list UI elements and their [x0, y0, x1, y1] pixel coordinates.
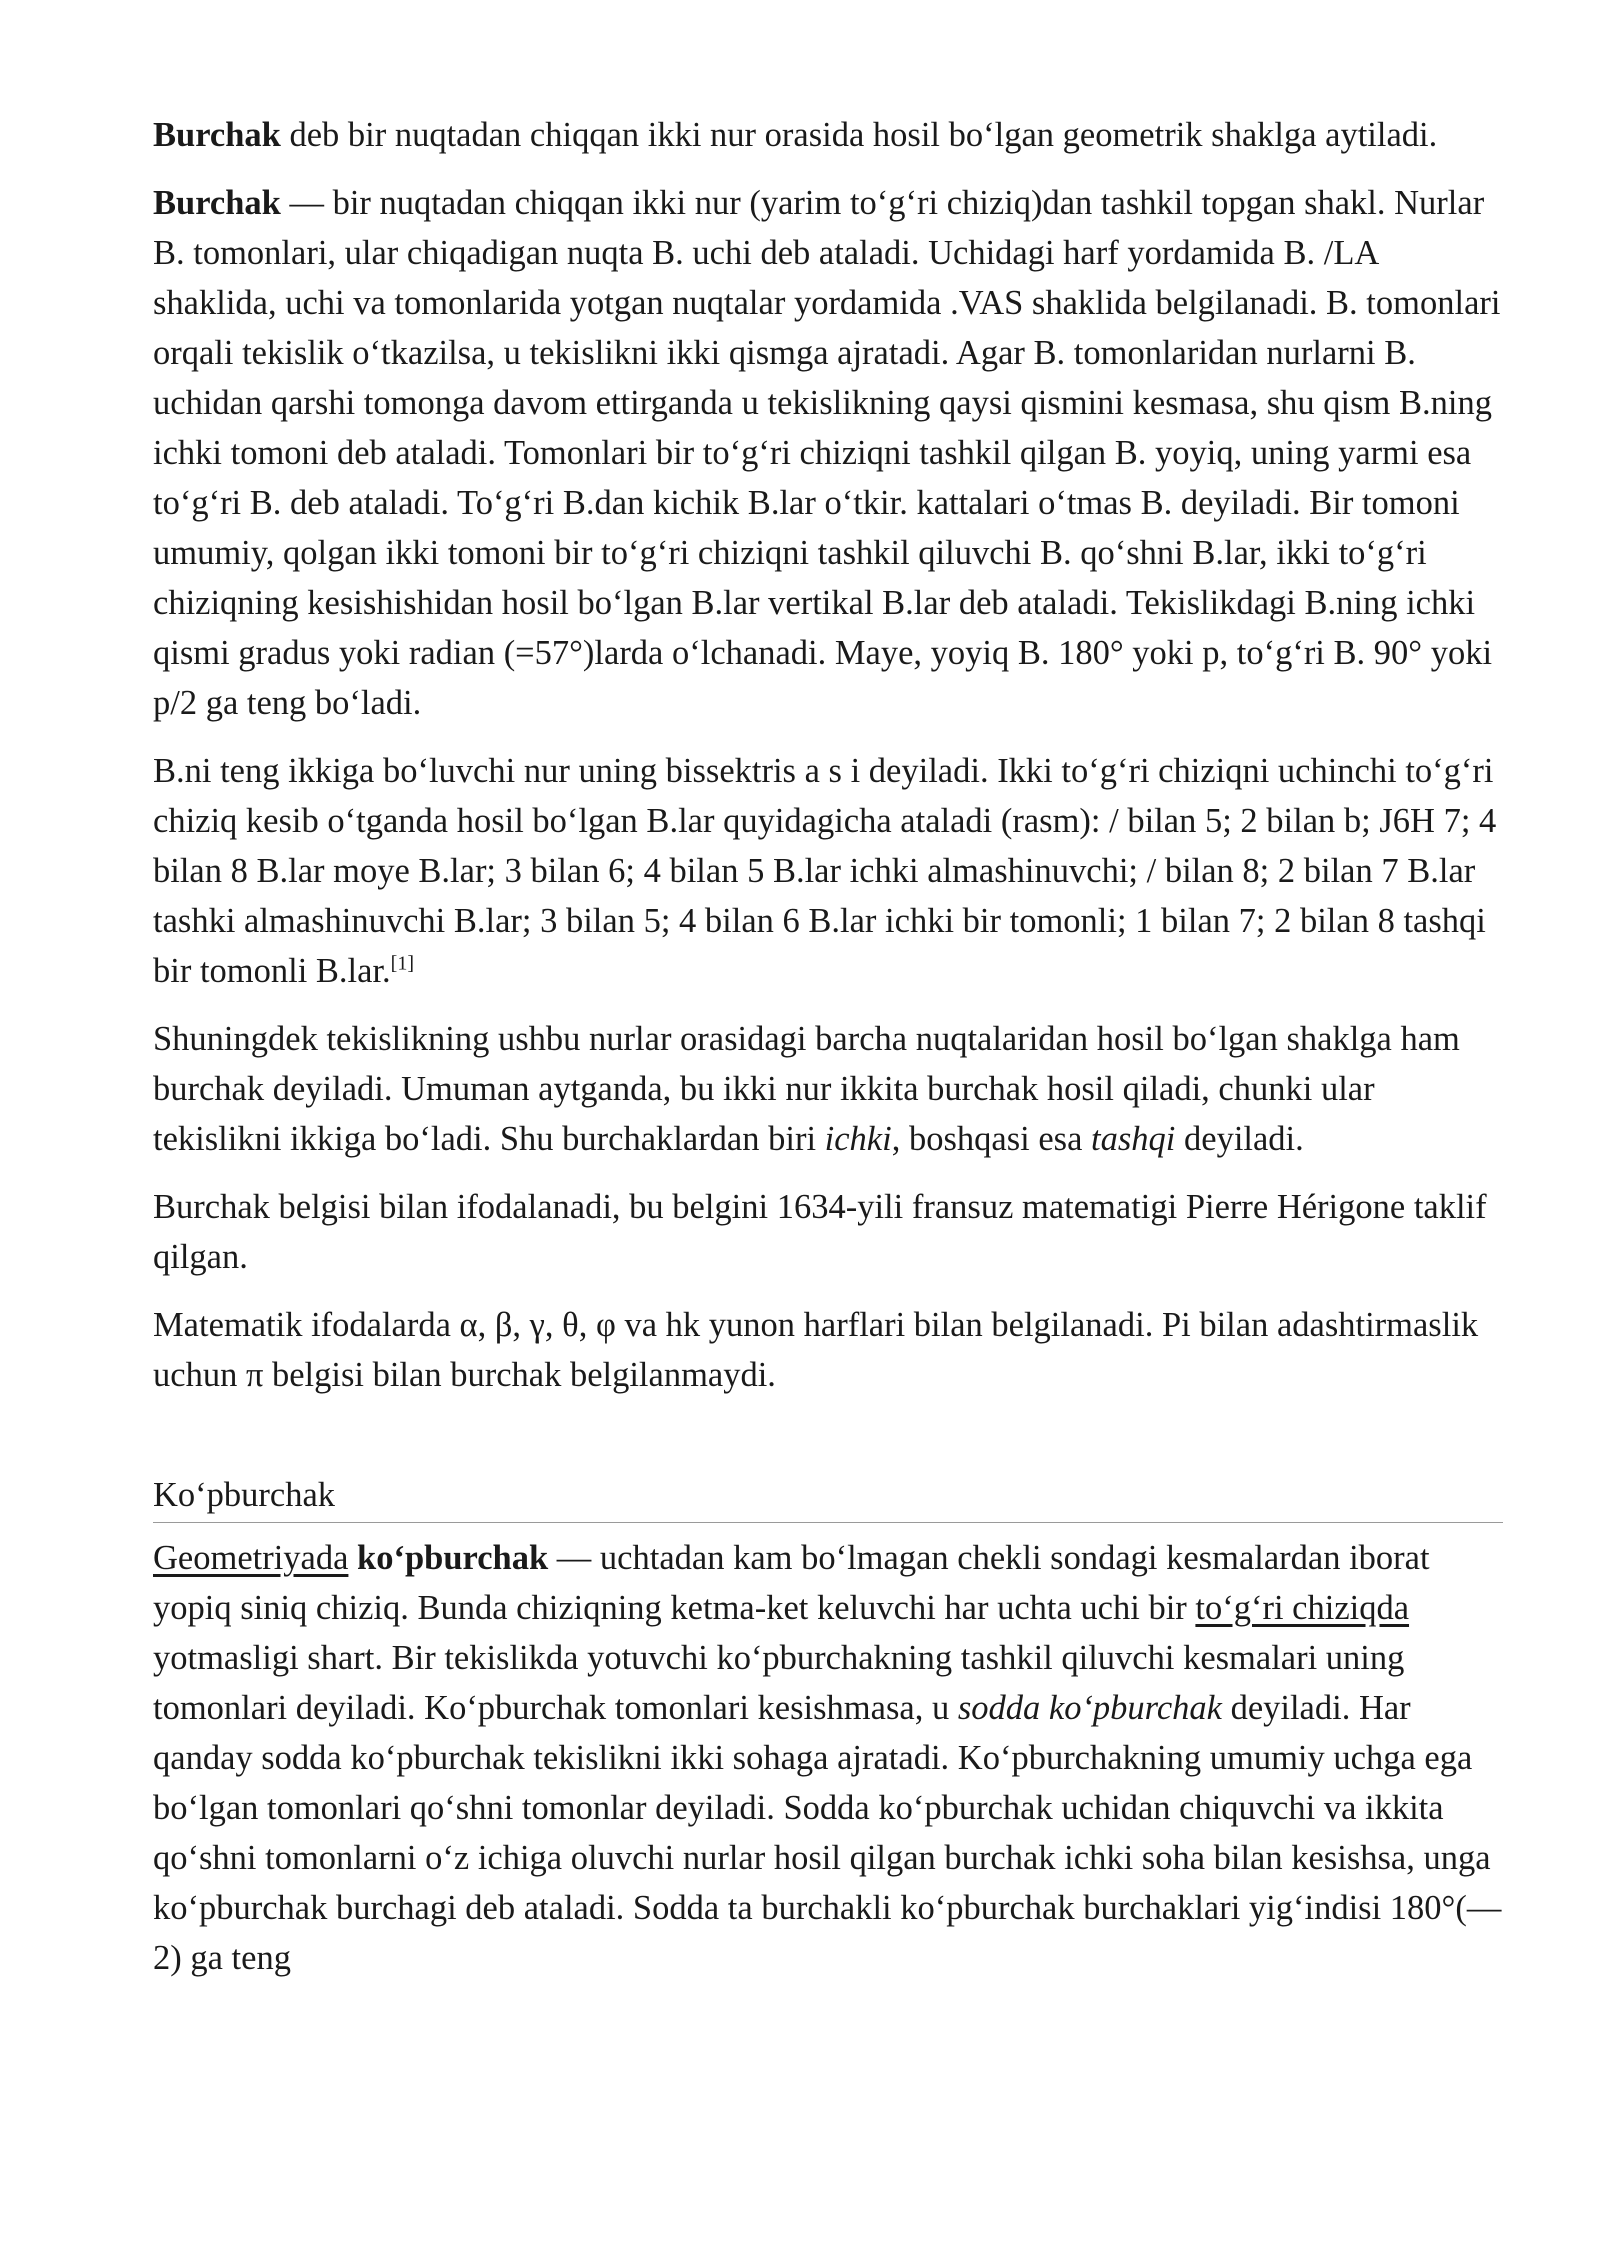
inner-outer-text-c: deyiladi. [1175, 1120, 1304, 1158]
greek-letters-text: Matematik ifodalarda α, β, γ, θ, φ va hk yunon harflari bilan belgilanadi. Pi bilan adashtirmaslik uchun π belgisi bilan burchak belgilanmaydi. [153, 1306, 1479, 1394]
burchak-detail-text: — bir nuqtadan chiqqan ikki nur (yarim to‘g‘ri chiziq)dan tashkil topgan shakl. Nurlar B. tomonlari, ular chiqadigan nuqta B. uchi deb ataladi. Uchidagi harf yordamida B. /LA shaklida, uchi va tomonlarida yotgan nuqtalar yordamida .VAS shaklida belgilanadi. B. tomonlari orqali tekislik o‘tkazilsa, u tekislikni ikki qismga ajratadi. Agar B. tomonlaridan nurlarni B. uchidan qarshi tomonga davom ettirganda u tekislikning qaysi qismini kesmasa, shu qism B.ning ichki tomoni deb ataladi. Tomonlari bir to‘g‘ri chiziqni tashkil qilgan B. yoyiq, uning yarmi esa to‘g‘ri B. deb ataladi. To‘g‘ri B.dan kichik B.lar o‘tkir. kattalari o‘tmas B. deyiladi. Bir tomoni umumiy, qolgan ikki tomoni bir to‘g‘ri chiziqni tashkil qiluvchi B. qo‘shni B.lar, ikki to‘g‘ri chiziqning kesishishidan hosil bo‘lgan B.lar vertikal B.lar deb ataladi. Tekislikdagi B.ning ichki qismi gradus yoki radian (=57°)larda o‘lchanadi. Maye, yoyiq B. 180° yoki p, to‘g‘ri B. 90° yoki p/2 ga teng bo‘ladi. [153, 184, 1501, 722]
bisector-text: B.ni teng ikkiga bo‘luvchi nur uning bissektris a s i deyiladi. Ikki to‘g‘ri chiziqni uchinchi to‘g‘ri chiziq kesib o‘tganda hosil bo‘lgan B.lar quyidagicha ataladi (rasm): / bilan 5; 2 bilan b; J6H 7; 4 bilan 8 B.lar moye B.lar; 3 bilan 6; 4 bilan 5 B.lar ichki almashinuvchi; / bilan 8; 2 bilan 7 B.lar tashki almashinuvchi B.lar; 3 bilan 5; 4 bilan 6 B.lar ichki bir tomonli; 1 bilan 7; 2 bilan 8 tashqi bir tomonli B.lar. [153, 752, 1497, 990]
italic-tashqi: tashqi [1091, 1120, 1176, 1158]
term-kopburchak: ko‘pburchak [357, 1539, 549, 1577]
paragraph-symbol [153, 1182, 1503, 1282]
inner-outer-text-a: Shuningdek tekislikning ushbu nurlar orasidagi barcha nuqtalaridan hosil bo‘lgan shaklga ham burchak deyiladi. Umuman aytganda, bu ikki nur ikkita burchak hosil qiladi, chunki ular tekislikni ikkiga bo‘ladi. Shu burchaklardan biri [153, 1020, 1460, 1158]
definition-text: deb bir nuqtadan chiqqan ikki nur orasida hosil bo‘lgan geometrik shaklga aytiladi. [280, 116, 1438, 154]
paragraph-polygon [153, 1533, 1503, 1983]
document-page [153, 110, 1503, 2001]
polygon-text-a: — uchtadan kam bo‘lmagan chekli sondagi kesmalardan iborat yopiq siniq chiziq. Bunda chiziqning ketma-ket keluvchi har uchta uchi bir [153, 1539, 1430, 1627]
symbol-text: Burchak belgisi bilan ifodalanadi, bu belgini 1634-yili fransuz matematigi Pierre Hérigone taklif qilgan. [153, 1188, 1487, 1276]
reference-link[interactable]: [1] [390, 952, 414, 975]
paragraph-bisector [153, 746, 1503, 996]
section-heading-kopburchak: Ko‘pburchak [153, 1470, 1503, 1523]
paragraph-definition [153, 110, 1503, 160]
link-togri-chiziqda[interactable]: to‘g‘ri chiziqda [1195, 1589, 1410, 1627]
paragraph-greek-letters [153, 1300, 1503, 1400]
inner-outer-text-b: , boshqasi esa [891, 1120, 1092, 1158]
link-geometriyada[interactable]: Geometriyada [153, 1539, 349, 1577]
term-burchak-2: Burchak [153, 184, 281, 222]
paragraph-inner-outer [153, 1014, 1503, 1164]
polygon-text-c: deyiladi. Har qanday sodda ko‘pburchak tekislikni ikki sohaga ajratadi. Ko‘pburchakning umumiy uchga ega bo‘lgan tomonlari qo‘shni tomonlar deyiladi. Sodda ko‘pburchak uchidan chiquvchi va ikkita qo‘shni tomonlarni o‘z ichiga oluvchi nurlar hosil qilgan burchak ichki soha bilan kesishsa, unga ko‘pburchak burchagi deb ataladi. Sodda ta burchakli ko‘pburchak burchaklari yig‘indisi 180°(—2) ga teng [153, 1689, 1502, 1977]
paragraph-burchak-detail [153, 178, 1503, 728]
italic-sodda-kopburchak: sodda ko‘pburchak [957, 1689, 1222, 1727]
polygon-text-b: yotmasligi shart. Bir tekislikda yotuvchi ko‘pburchakning tashkil qiluvchi kesmalari uning tomonlari deyiladi. Ko‘pburchak tomonlari kesishmasa, u [153, 1639, 1405, 1727]
term-burchak: Burchak [153, 116, 281, 154]
italic-ichki: ichki [824, 1120, 892, 1158]
